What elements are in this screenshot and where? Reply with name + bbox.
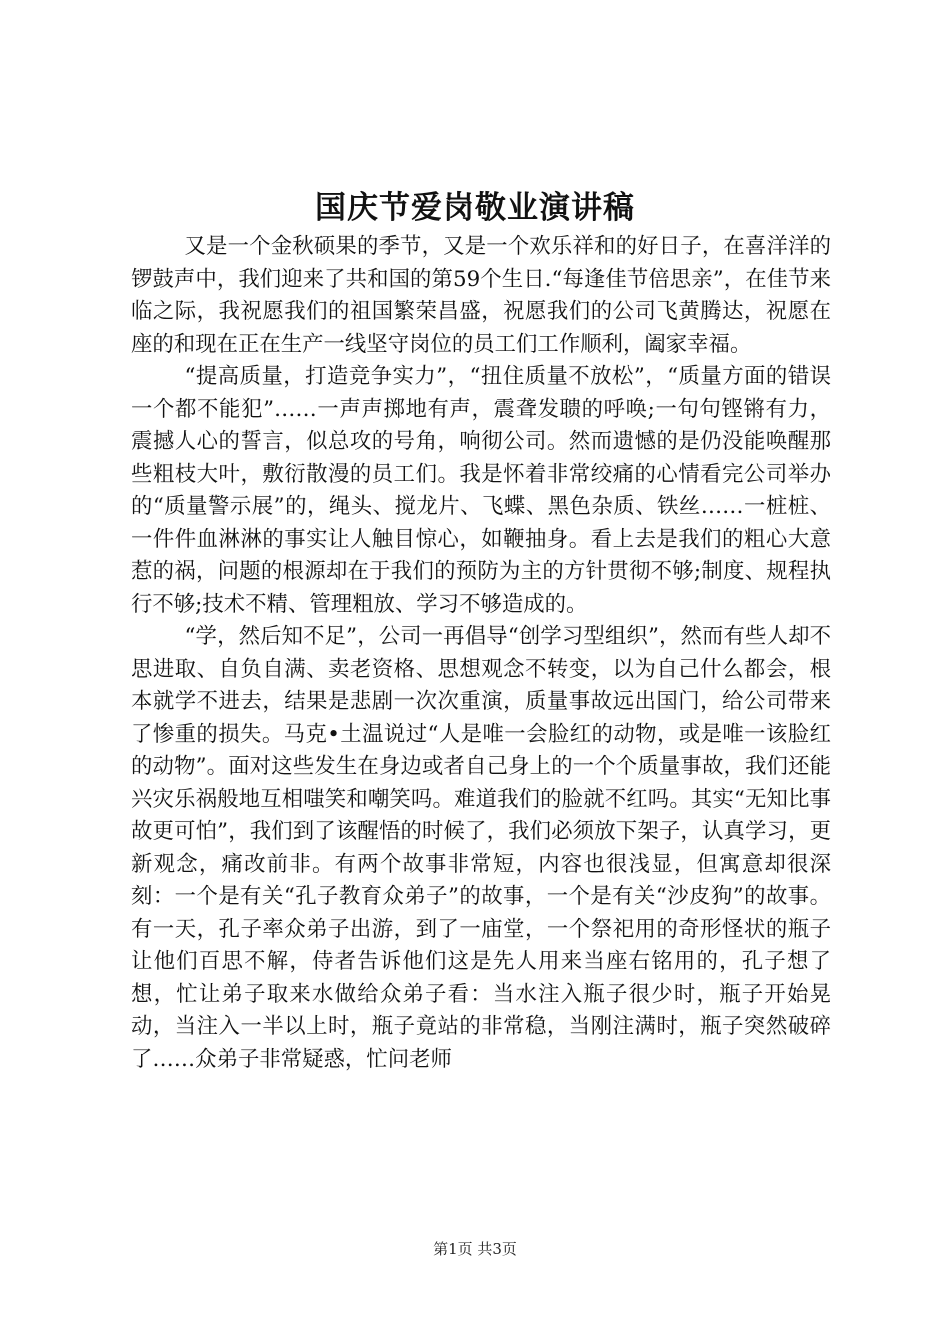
- paragraph-2: “提高质量，打造竞争实力”，“扭住质量不放松”，“质量方面的错误一个都不能犯”……一声声掷地有声，震聋发聩的呼唤;一句句铿锵有力，震撼人心的誓言，似总攻的号角，响彻公司。然而遗憾的是仍没能唤醒那些粗枝大叶，敷衍散漫的员工们。我是怀着非常绞痛的心情看完公司举办的“质量警示展”的，绳头、搅龙片、飞蝶、黑色杂质、铁丝……一桩桩、一件件血淋淋的事实让人触目惊心，如鞭抽身。看上去是我们的粗心大意惹的祸，问题的根源却在于我们的预防为主的方针贯彻不够;制度、规程执行不够;技术不精、管理粗放、学习不够造成的。: [131, 364, 831, 617]
- document-title: 国庆节爱岗敬业演讲稿: [315, 190, 635, 226]
- paragraph-3: “学，然后知不足”，公司一再倡导“创学习型组织”，然而有些人却不思进取、自负自满、卖老资格、思想观念不转变，以为自己什么都会，根本就学不进去，结果是悲剧一次次重演，质量事故远出国门，给公司带来了惨重的损失。马克•土温说过“人是唯一会脸红的动物，或是唯一该脸红的动物”。面对这些发生在身边或者自己身上的一个个质量事故，我们还能兴灾乐祸般地互相嗤笑和嘲笑吗。难道我们的脸就不红吗。其实“无知比事故更可怕”，我们到了该醒悟的时候了，我们必须放下架子，认真学习，更新观念，痛改前非。有两个故事非常短，内容也很浅显，但寓意却很深刻：一个是有关“孔子教育众弟子”的故事，一个是有关“沙皮狗”的故事。有一天，孔子率众弟子出游，到了一庙堂，一个祭祀用的奇形怪状的瓶子让他们百思不解，侍者告诉他们这是先人用来当座右铭用的，孔子想了想，忙让弟子取来水做给众弟子看：当水注入瓶子很少时，瓶子开始晃动，当注入一半以上时，瓶子竟站的非常稳，当刚注满时，瓶子突然破碎了……众弟子非常疑惑，忙问老师: [131, 624, 831, 1072]
- document-body: [131, 231, 831, 1076]
- page-footer: 第1页 共3页: [433, 1240, 517, 1258]
- paragraph-1: 又是一个金秋硕果的季节，又是一个欢乐祥和的好日子，在喜洋洋的锣鼓声中，我们迎来了共和国的第59个生日.“每逢佳节倍思亲”，在佳节来临之际，我祝愿我们的祖国繁荣昌盛，祝愿我们的公司飞黄腾达，祝愿在座的和现在正在生产一线坚守岗位的员工们工作顺利，阖家幸福。: [131, 234, 831, 357]
